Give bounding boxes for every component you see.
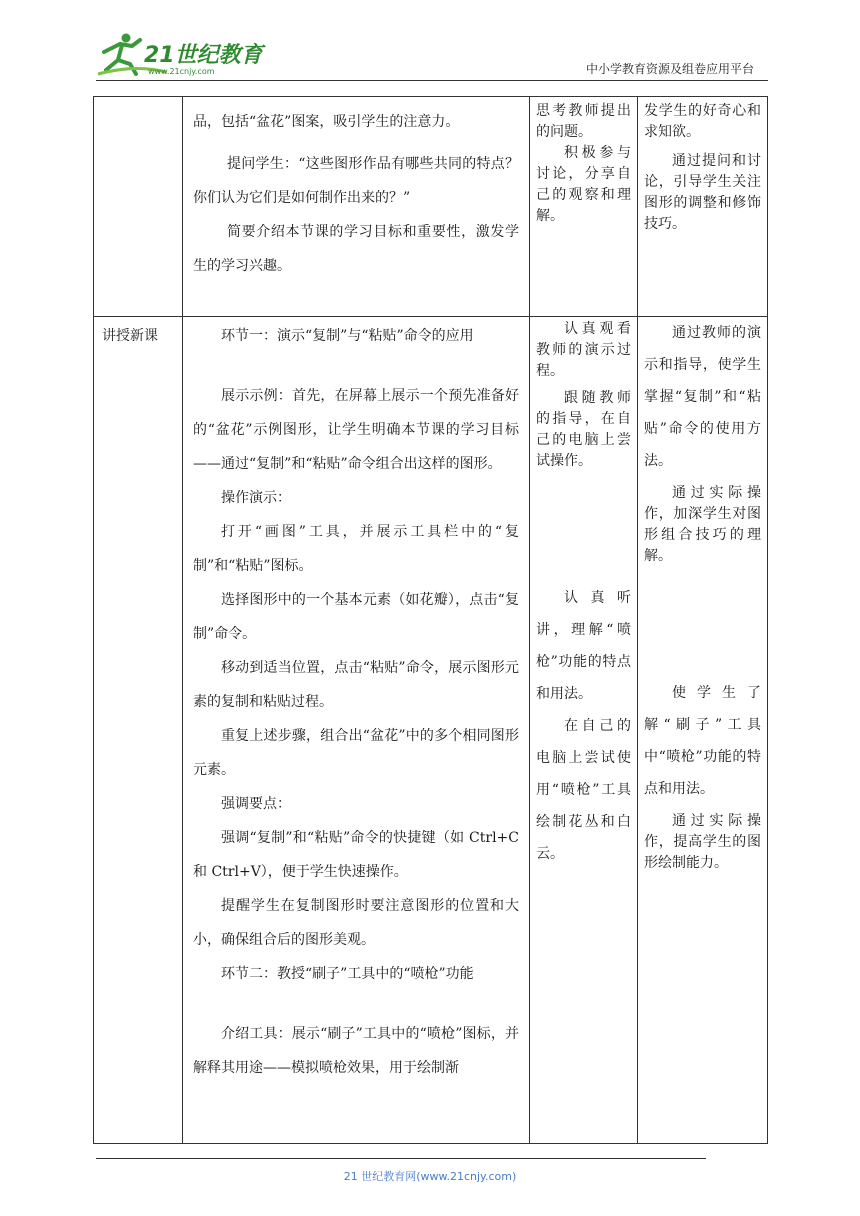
- footer-link[interactable]: 21 世纪教育网(www.21cnjy.com): [343, 1170, 517, 1183]
- svg-text:www.21cnjy.com: www.21cnjy.com: [148, 67, 215, 76]
- text-line: 选择图形中的一个基本元素（如花瓣），点击“复制”命令。: [193, 592, 519, 642]
- text-line: 介绍工具：展示“刷子”工具中的“喷枪”图标，并解释其用途——模拟喷枪效果，用于绘制渐: [193, 1026, 519, 1076]
- text-line: 提醒学生在复制图形时要注意图形的位置和大小，确保组合后的图形美观。: [193, 898, 519, 948]
- text-line: 认真观看教师的演示过程。: [536, 321, 631, 379]
- text-line: 通过教师的演示和指导，使学生掌握“复制”和“粘贴”命令的使用方法。: [644, 325, 761, 469]
- stage-label: 讲授新课: [102, 328, 158, 344]
- text-line: 重复上述步骤，组合出“盆花”中的多个相同图形元素。: [193, 728, 519, 778]
- text-line: 品，包括“盆花”图案，吸引学生的注意力。: [193, 114, 460, 130]
- text-line: 提问学生：“这些图形作品有哪些共同的特点？你们认为它们是如何制作出来的？”: [193, 156, 519, 206]
- lesson-plan-table: [93, 96, 768, 1144]
- section-heading: 环节二：教授“刷子”工具中的“喷枪”功能: [221, 966, 474, 982]
- platform-name: 中小学教育资源及组卷应用平台: [585, 62, 754, 76]
- text-line: 通过实际操作，加深学生对图形组合技巧的理解。: [644, 485, 761, 564]
- text-line: 操作演示：: [221, 490, 291, 506]
- table-row: [94, 97, 768, 317]
- section-heading: 环节一：演示“复制”与“粘贴”命令的应用: [221, 328, 474, 344]
- text-line: 思考教师提出的问题。: [536, 103, 631, 140]
- text-line: 简要介绍本节课的学习目标和重要性，激发学生的学习兴趣。: [193, 224, 519, 274]
- text-line: 通过实际操作，提高学生的图形绘制能力。: [644, 813, 761, 871]
- header-divider: [96, 80, 768, 81]
- student-activity-cell: [530, 317, 638, 1144]
- text-line: 发学生的好奇心和求知欲。: [644, 103, 761, 140]
- text-line: 积极参与讨论，分享自己的观察和理解。: [536, 145, 631, 224]
- page-header: [0, 0, 860, 90]
- text-line: 打开“画图”工具，并展示工具栏中的“复制”和“粘贴”图标。: [193, 524, 519, 574]
- site-logo[interactable]: [96, 30, 266, 78]
- text-line: 移动到适当位置，点击“粘贴”命令，展示图形元素的复制和粘贴过程。: [193, 660, 519, 710]
- text-line: 展示示例：首先，在屏幕上展示一个预先准备好的“盆花”示例图形，让学生明确本节课的学习目标——通过“复制”和“粘贴”命令组合出这样的图形。: [193, 388, 519, 472]
- design-intent-cell: [638, 317, 768, 1144]
- text-line: 强调“复制”和“粘贴”命令的快捷键（如 Ctrl+C 和 Ctrl+V），便于学生快速操作。: [193, 830, 519, 880]
- text-line: 通过提问和讨论，引导学生关注图形的调整和修饰技巧。: [644, 153, 761, 232]
- teacher-activity-cell: [183, 317, 530, 1144]
- table-row: [94, 317, 768, 1144]
- text-line: 认真听讲，理解“喷枪”功能的特点和用法。: [536, 590, 631, 702]
- footer-divider: [96, 1158, 706, 1159]
- teacher-activity-cell: [183, 97, 530, 317]
- design-intent-cell: [638, 97, 768, 317]
- text-line: 在自己的电脑上尝试使用“喷枪”工具绘制花丛和白云。: [536, 718, 631, 862]
- text-line: 强调要点：: [221, 796, 291, 812]
- stage-cell: [94, 97, 183, 317]
- svg-text:21世纪教育: 21世纪教育: [144, 43, 263, 68]
- stage-cell: [94, 317, 183, 1144]
- text-line: 使学生了解“刷子”工具中“喷枪”功能的特点和用法。: [644, 685, 761, 797]
- text-line: 跟随教师的指导，在自己的电脑上尝试操作。: [536, 390, 631, 469]
- student-activity-cell: [530, 97, 638, 317]
